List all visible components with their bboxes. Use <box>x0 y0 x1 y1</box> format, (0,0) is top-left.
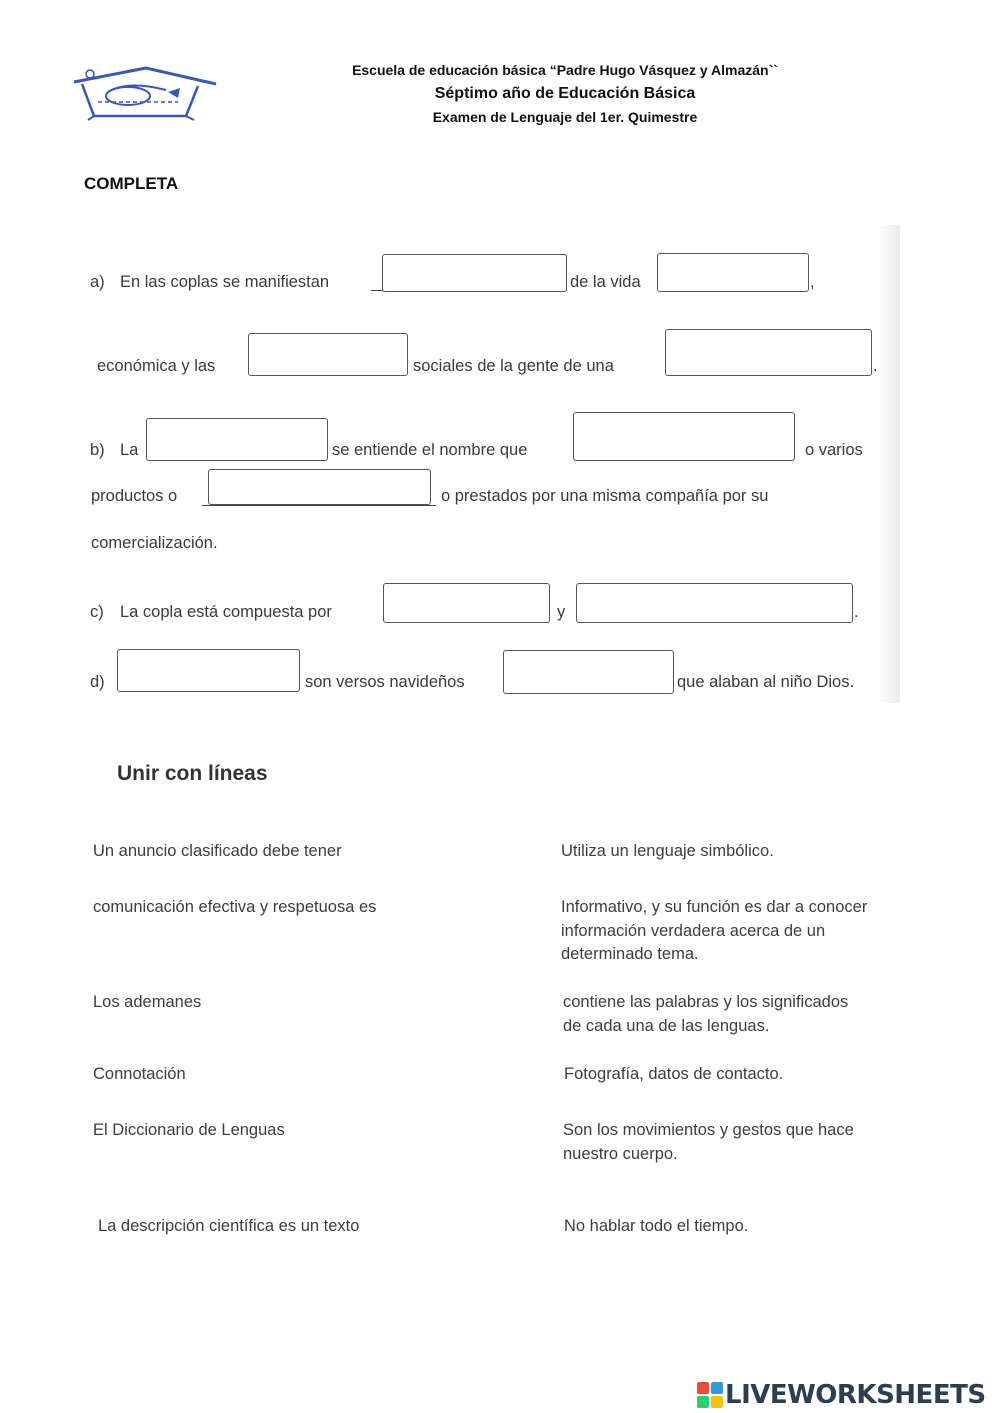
blank-c-2[interactable] <box>576 583 853 623</box>
item-c-text-1: La copla está compuesta por <box>120 603 332 621</box>
match-left-3[interactable]: Los ademanes <box>93 993 202 1011</box>
blank-a-2[interactable] <box>657 253 809 292</box>
item-a2-text-3: . <box>873 357 878 375</box>
match-right-6[interactable] <box>564 1215 748 1239</box>
item-c-text-3: . <box>854 603 859 621</box>
item-a-text-3: , <box>810 273 815 291</box>
match-left-5[interactable]: El Diccionario de Lenguas <box>93 1121 285 1139</box>
match-right-line: contiene las palabras y los significados <box>563 993 849 1011</box>
item-a2-text-1: económica y las <box>97 357 216 375</box>
blank-b-3[interactable] <box>208 469 431 505</box>
item-d-text-1: son versos navideños <box>305 673 465 691</box>
match-right-2[interactable] <box>561 896 867 967</box>
match-right-3[interactable] <box>563 991 848 1038</box>
underline <box>202 505 436 506</box>
match-left-6[interactable]: La descripción científica es un texto <box>98 1217 360 1235</box>
match-right-1[interactable] <box>561 840 774 864</box>
badge-cell <box>711 1396 723 1408</box>
school-logo <box>68 62 218 122</box>
item-c-label: c) <box>90 603 104 621</box>
liveworksheets-watermark <box>697 1378 986 1412</box>
badge-cell <box>697 1382 709 1394</box>
blank-b-1[interactable] <box>146 418 328 461</box>
item-b-text-3: o varios <box>805 441 863 459</box>
match-right-line: No hablar todo el tiempo. <box>564 1217 749 1235</box>
item-a-text-2: de la vida <box>570 273 641 291</box>
blank-a-1[interactable] <box>382 254 567 292</box>
item-b2-text-1: productos o <box>91 487 178 505</box>
item-a-label: a) <box>90 273 105 291</box>
item-b-text-2: se entiende el nombre que <box>332 441 528 459</box>
match-right-4[interactable] <box>564 1063 783 1087</box>
badge-cell <box>711 1382 723 1394</box>
match-right-line: información verdadera acerca de un <box>561 921 826 940</box>
item-b-text-1: La <box>120 441 139 459</box>
item-b2-text-2: o prestados por una misma compañía por su <box>441 487 769 505</box>
match-right-line: Utiliza un lenguaje simbólico. <box>561 842 774 860</box>
match-right-line: de cada una de las lenguas. <box>563 1016 770 1035</box>
blank-a-4[interactable] <box>665 329 872 376</box>
school-name: Escuela de educación básica “Padre Hugo Vásquez y Almazán`` <box>352 62 778 78</box>
match-left-2[interactable]: comunicación efectiva y respetuosa es <box>93 898 377 916</box>
blank-a-3[interactable] <box>248 333 408 376</box>
exam-title: Examen de Lenguaje del 1er. Quimestre <box>432 109 698 125</box>
badge-cell <box>697 1396 709 1408</box>
blank-b-2[interactable] <box>573 412 795 461</box>
match-left-4[interactable]: Connotación <box>93 1065 186 1083</box>
item-a-text-1: En las coplas se manifiestan <box>120 273 330 291</box>
item-c-text-2: y <box>557 603 566 621</box>
match-left-1[interactable]: Un anuncio clasificado debe tener <box>93 842 342 860</box>
match-right-line: Fotografía, datos de contacto. <box>564 1065 784 1083</box>
section-unir-title: Unir con líneas <box>117 762 268 785</box>
item-b3-text-1: comercialización. <box>91 534 218 552</box>
item-b-label: b) <box>90 441 105 459</box>
blank-d-1[interactable] <box>117 649 300 692</box>
blank-d-2[interactable] <box>503 650 674 694</box>
match-right-line: Son los movimientos y gestos que hace <box>563 1121 854 1139</box>
item-d-label: d) <box>90 673 105 691</box>
match-right-line: nuestro cuerpo. <box>563 1144 678 1163</box>
scan-edge <box>878 225 900 703</box>
item-a2-text-2: sociales de la gente de una <box>413 357 614 375</box>
grade-title: Séptimo año de Educación Básica <box>434 85 696 102</box>
blank-c-1[interactable] <box>383 583 550 623</box>
match-right-line: determinado tema. <box>561 945 699 963</box>
section-completa-title: COMPLETA <box>84 174 179 193</box>
item-d-text-2: que alaban al niño Dios. <box>677 673 855 691</box>
watermark-text: LIVEWORKSHEETS <box>725 1380 986 1410</box>
liveworksheets-logo-icon <box>697 1382 723 1408</box>
match-right-5[interactable] <box>563 1119 854 1166</box>
match-right-line: Informativo, y su función es dar a conocer <box>561 898 868 916</box>
